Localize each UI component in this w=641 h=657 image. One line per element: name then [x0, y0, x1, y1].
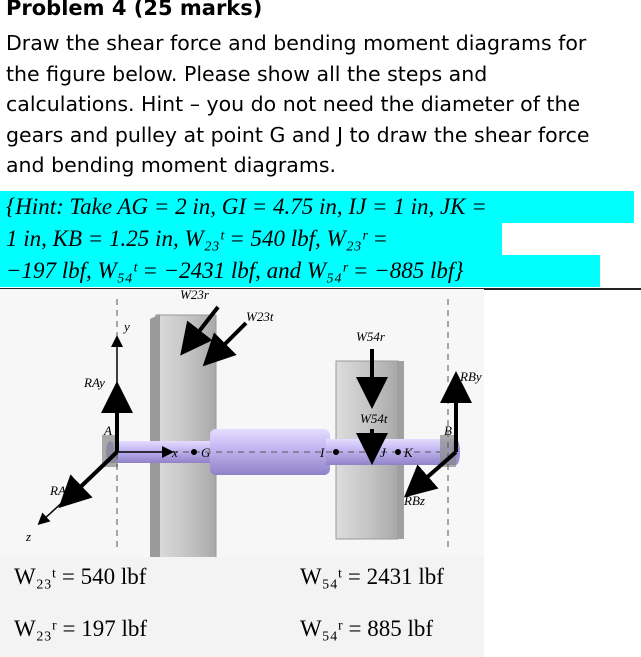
label-RAy: RAy — [84, 375, 105, 390]
label-B: B — [444, 423, 452, 438]
label-W23t: W23t — [246, 309, 274, 324]
point-J-marker — [371, 449, 377, 455]
point-K-marker — [395, 449, 401, 455]
problem-title: Problem 4 (25 marks) — [6, 0, 263, 20]
label-G: G — [201, 445, 211, 460]
label-y: y — [124, 319, 130, 334]
statement-line: gears and pulley at point G and J to draw the shear force — [6, 122, 590, 147]
statement-line: the figure below. Please show all the steps and — [6, 61, 488, 86]
label-W54r: W54r — [356, 329, 385, 344]
label-x: x — [172, 445, 178, 460]
hint-block — [0, 191, 634, 287]
statement-line: calculations. Hint – you do not need the diameter of the — [6, 92, 581, 117]
label-RBz: RBz — [404, 493, 425, 508]
label-RBy: RBy — [460, 369, 482, 384]
equation-W23t: W₂₃ᵗ = 540 lbf — [14, 564, 147, 589]
equation-W54t: W₅₄ᵗ = 2431 lbf — [300, 564, 444, 589]
label-W23r: W23r — [180, 289, 209, 302]
label-z: z — [26, 529, 32, 544]
label-I: I — [320, 445, 325, 460]
problem-statement — [6, 28, 634, 181]
hint-line: −197 lbf, W₅₄ᵗ = −2431 lbf, and W₅₄ʳ = −885 lbf} — [0, 255, 600, 287]
statement-line: Draw the shear force and bending moment diagrams for — [6, 31, 587, 55]
hint-line: 1 in, KB = 1.25 in, W₂₃ᵗ = 540 lbf, W₂₃ʳ = — [0, 223, 502, 255]
gear-G — [150, 314, 216, 563]
shaft-figure — [0, 289, 641, 657]
statement-line: and bending moment diagrams. — [6, 153, 337, 178]
point-I-marker — [333, 449, 339, 455]
hint-line: {Hint: Take AG = 2 in, GI = 4.75 in, IJ = 1 in, JK = — [0, 191, 634, 223]
equation-W54r: W₅₄ʳ = 885 lbf — [300, 616, 434, 641]
label-A: A — [104, 423, 112, 438]
point-G-marker — [191, 449, 197, 455]
label-K: K — [404, 445, 413, 460]
label-RAz: RAz — [50, 483, 71, 498]
equation-W23r: W₂₃ʳ = 197 lbf — [14, 616, 148, 641]
label-W54t: W54t — [360, 411, 388, 426]
label-J: J — [380, 445, 386, 460]
